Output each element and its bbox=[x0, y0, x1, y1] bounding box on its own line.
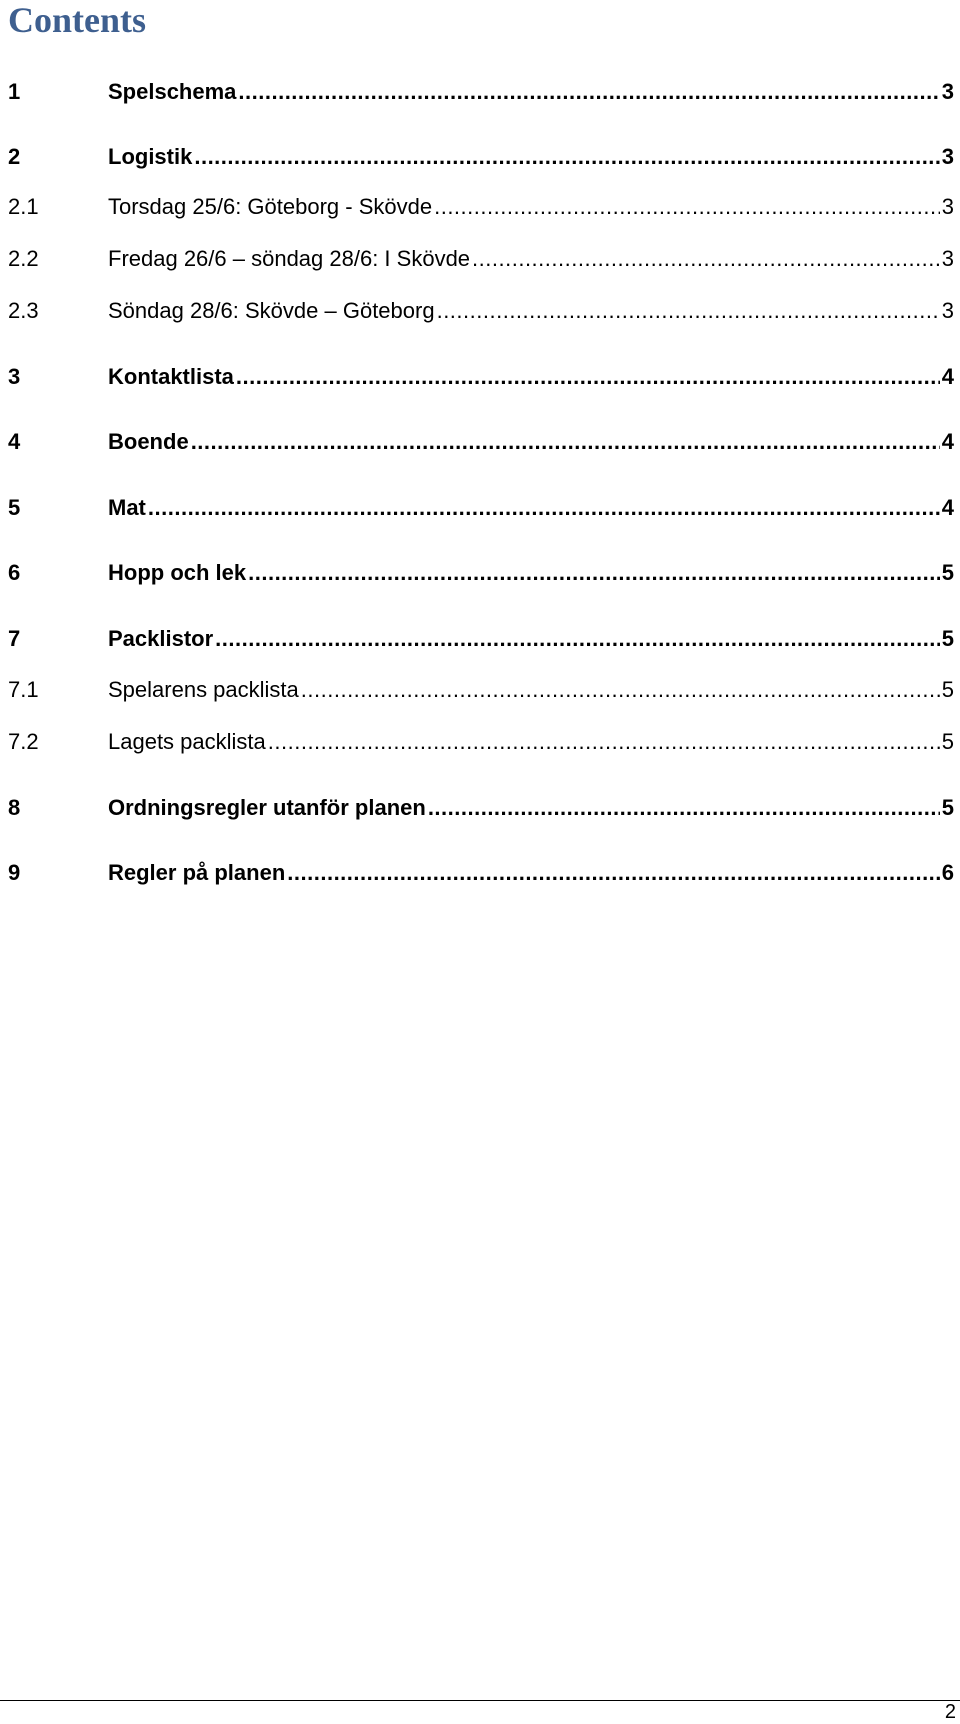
toc-entry-page: 3 bbox=[941, 246, 954, 271]
toc-entry-number: 4 bbox=[8, 429, 21, 454]
toc-dot-leader bbox=[268, 727, 940, 757]
toc-entry-page: 5 bbox=[941, 729, 954, 754]
toc-dot-leader bbox=[191, 427, 940, 457]
toc-entry-1[interactable] bbox=[8, 77, 954, 107]
toc-dot-leader bbox=[215, 624, 940, 654]
toc-entry-number: 2 bbox=[8, 144, 21, 169]
toc-entry-page: 4 bbox=[941, 429, 954, 454]
toc-entry-number: 2.2 bbox=[8, 246, 39, 271]
toc-entry-title: Regler på planen bbox=[108, 860, 286, 885]
toc-dot-leader bbox=[287, 858, 939, 888]
toc-entry-number: 5 bbox=[8, 495, 21, 520]
toc-entry-title: Kontaktlista bbox=[108, 364, 234, 389]
toc-entry-title: Lagets packlista bbox=[108, 729, 266, 754]
toc-dot-leader bbox=[437, 296, 940, 326]
toc-entry-page: 3 bbox=[941, 144, 954, 169]
page-title: Contents bbox=[8, 0, 147, 40]
toc-entry-title: Söndag 28/6: Skövde – Göteborg bbox=[108, 298, 435, 323]
toc-entry-page: 3 bbox=[941, 79, 954, 104]
toc-entry-9[interactable] bbox=[8, 858, 954, 888]
toc-entry-title: Spelschema bbox=[108, 79, 237, 104]
toc-entry-number: 3 bbox=[8, 364, 21, 389]
toc-entry-8[interactable] bbox=[8, 793, 954, 823]
toc-entry-page: 4 bbox=[941, 364, 954, 389]
footer-page-number: 2 bbox=[944, 1701, 956, 1723]
toc-dot-leader bbox=[472, 244, 940, 274]
toc-entry-2-2[interactable] bbox=[8, 244, 954, 274]
toc-dot-leader bbox=[238, 77, 939, 107]
toc-entry-page: 3 bbox=[941, 194, 954, 219]
toc-entry-title: Mat bbox=[108, 495, 146, 520]
toc-entry-page: 5 bbox=[941, 560, 954, 585]
toc-entry-2-3[interactable] bbox=[8, 296, 954, 326]
toc-entry-title: Hopp och lek bbox=[108, 560, 247, 585]
toc-entry-6[interactable] bbox=[8, 558, 954, 588]
toc-entry-number: 2.3 bbox=[8, 298, 39, 323]
toc-dot-leader bbox=[248, 558, 940, 588]
toc-entry-number: 1 bbox=[8, 79, 21, 104]
toc-entry-number: 7.2 bbox=[8, 729, 39, 754]
toc-dot-leader bbox=[194, 142, 939, 172]
toc-entry-number: 6 bbox=[8, 560, 21, 585]
toc-entry-title: Fredag 26/6 – söndag 28/6: I Skövde bbox=[108, 246, 471, 271]
toc-entry-page: 5 bbox=[941, 677, 954, 702]
toc-entry-7-2[interactable] bbox=[8, 727, 954, 757]
toc-entry-7[interactable] bbox=[8, 624, 954, 654]
toc-entry-title: Packlistor bbox=[108, 626, 214, 651]
toc-entry-3[interactable] bbox=[8, 362, 954, 392]
toc-entry-2[interactable] bbox=[8, 142, 954, 172]
toc-dot-leader bbox=[148, 493, 940, 523]
toc-entry-page: 4 bbox=[941, 495, 954, 520]
toc-entry-title: Torsdag 25/6: Göteborg - Skövde bbox=[108, 194, 433, 219]
toc-entry-title: Boende bbox=[108, 429, 189, 454]
toc-entry-page: 6 bbox=[941, 860, 954, 885]
toc-entry-number: 7 bbox=[8, 626, 21, 651]
toc-entry-number: 7.1 bbox=[8, 677, 39, 702]
toc-entry-page: 5 bbox=[941, 795, 954, 820]
toc-entry-page: 3 bbox=[941, 298, 954, 323]
toc-entry-5[interactable] bbox=[8, 493, 954, 523]
toc-dot-leader bbox=[301, 675, 940, 705]
toc-dot-leader bbox=[434, 192, 940, 222]
toc-entry-number: 9 bbox=[8, 860, 21, 885]
toc-entry-2-1[interactable] bbox=[8, 192, 954, 222]
toc-entry-7-1[interactable] bbox=[8, 675, 954, 705]
toc-entry-title: Ordningsregler utanför planen bbox=[108, 795, 426, 820]
toc-entry-title: Spelarens packlista bbox=[108, 677, 299, 702]
toc-dot-leader bbox=[428, 793, 940, 823]
footer-divider bbox=[0, 1700, 960, 1701]
toc-entry-title: Logistik bbox=[108, 144, 193, 169]
toc-entry-4[interactable] bbox=[8, 427, 954, 457]
toc-entry-page: 5 bbox=[941, 626, 954, 651]
toc-dot-leader bbox=[236, 362, 940, 392]
toc-entry-number: 8 bbox=[8, 795, 21, 820]
toc-entry-number: 2.1 bbox=[8, 194, 39, 219]
